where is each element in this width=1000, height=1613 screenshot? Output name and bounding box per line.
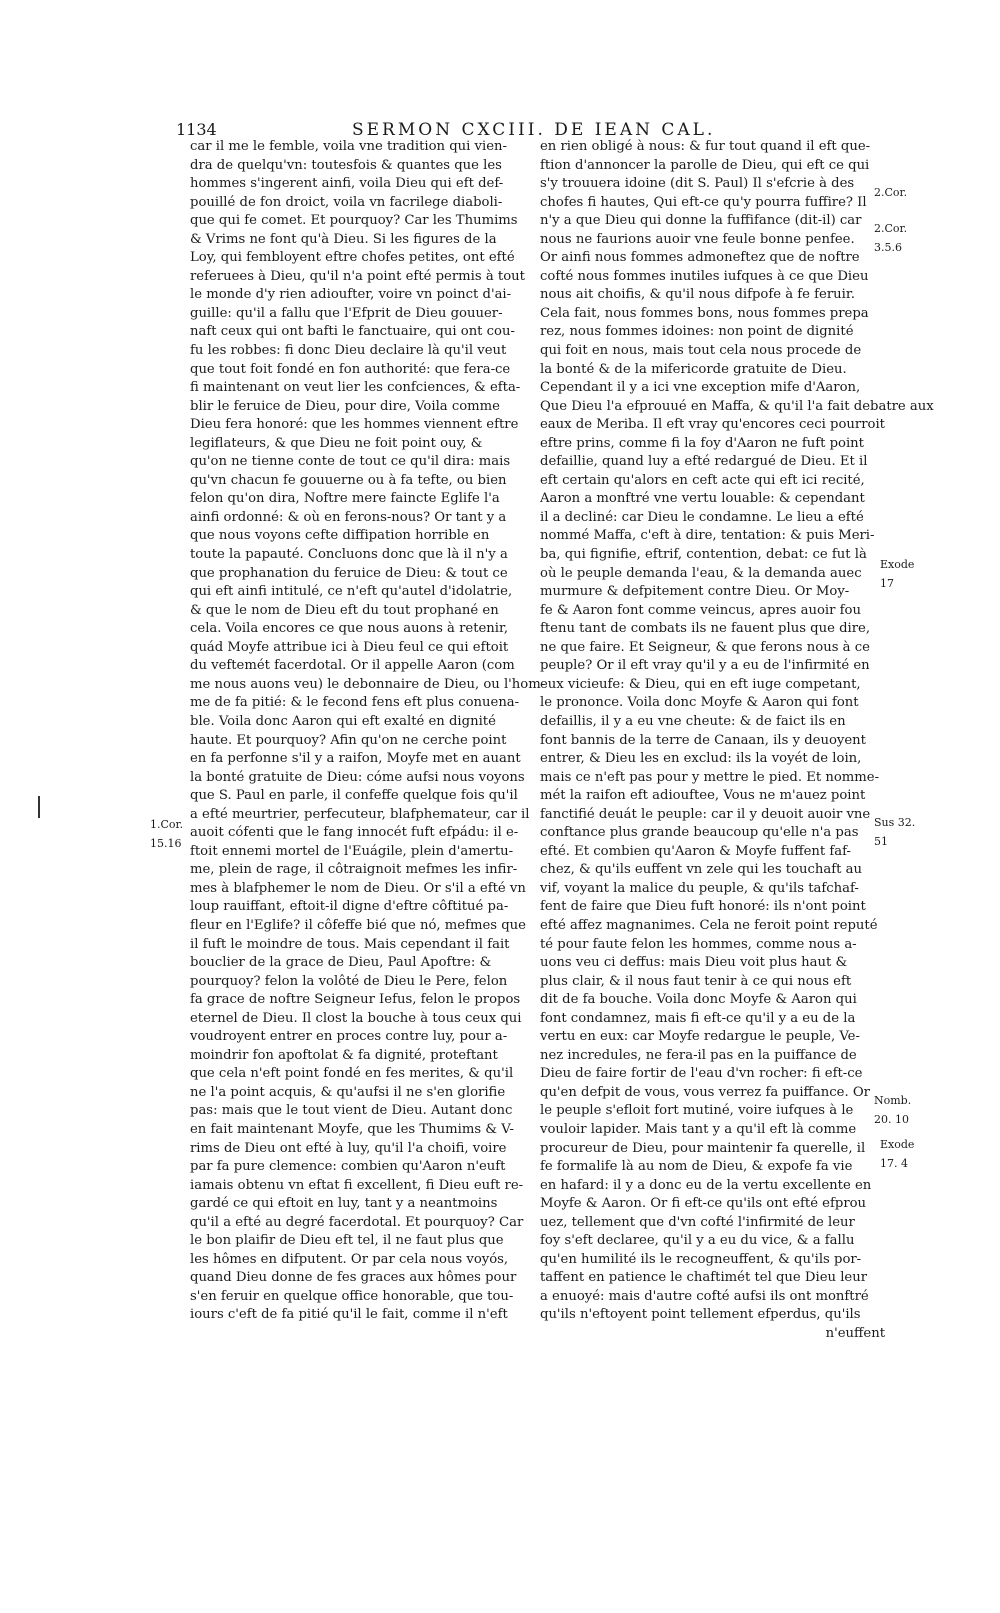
text-line: eftre prins, comme fi la foy d'Aaron ne fuft point [540,435,864,451]
text-line: felon qu'on dira, Noftre mere faincte Eglife l'a [190,491,500,507]
text-line: quád Moyfe attribue ici à Dieu feul ce qui eftoit [190,639,509,655]
text-line: ftion d'annoncer la parolle de Dieu, qui eft ce qui [540,157,870,173]
text-line: fent de faire que Dieu fuft honoré: ils n'ont point [540,899,866,915]
text-line: naft ceux qui ont bafti le fanctuaire, qui ont cou- [190,324,515,340]
text-line: chez, & qu'ils euffent vn zele qui les touchaft au [540,862,862,878]
text-line: vif, voyant la malice du peuple, & qu'ils tafchaf- [540,880,859,896]
text-line: & que le nom de Dieu eft du tout prophané en [190,602,499,618]
text-line: peuple? Or il eft vray qu'il y a eu de l'infirmité en [540,658,870,674]
text-line: pourquoy? felon la volôté de Dieu le Pere, felon [190,973,508,989]
text-line: en fa perfonne s'il y a raifon, Moyfe met en auant [190,751,521,767]
margin-note-sus-32: Sus 32. 51 [874,816,916,848]
text-line: me de fa pitié: & le fecond fens eft plus conuena- [190,695,520,711]
text-line: uez, tellement que d'vn cofté l'infirmité de leur [540,1214,855,1230]
text-line: haute. Et pourquoy? Afin qu'on ne cerche point [190,732,507,748]
text-line: me nous auons veu) le debonnaire de Dieu, ou l'hom- [190,676,546,692]
text-line: que qui fe comet. Et pourquoy? Car les Thumims [190,213,518,229]
text-line: il fuft le moindre de tous. Mais cependant il fait [190,936,510,952]
text-line: murmure & defpitement contre Dieu. Or Moy- [540,584,850,600]
text-line: vouloir lapider. Mais tant y a qu'il eft là comme [540,1121,857,1137]
margin-note-exode-1: Exode 17 [880,558,915,590]
text-line: nez incredules, ne fera-il pas en la puiffance de [540,1047,857,1063]
text-line: té pour faute felon les hommes, comme nous a- [540,936,857,952]
text-line: ble. Voila donc Aaron qui eft exalté en dignité [190,713,496,729]
text-line: eux vicieufe: & Dieu, qui en eft iuge competant, [540,676,861,692]
text-line: ainfi ordonné: & où en ferons-nous? Or tant y a [190,509,507,525]
text-line: toute la papauté. Concluons donc que là il n'y a [190,547,508,563]
text-line: qu'vn chacun fe gouuerne ou à fa tefte, ou bien [190,472,507,488]
text-line: nommé Maffa, c'eft à dire, tentation: & puis Meri- [540,528,875,544]
text-line: procureur de Dieu, pour maintenir fa querelle, il [540,1140,866,1156]
running-title: SERMON CXCIII. DE IEAN CAL. [352,120,716,140]
text-line: que prophanation du feruice de Dieu: & tout ce [190,565,508,581]
text-line: le peuple s'efloit fort mutiné, voire iufques à le [540,1103,854,1119]
text-line: bouclier de la grace de Dieu, Paul Apoftre: & [190,955,492,971]
text-line: par fa pure clemence: combien qu'Aaron n'euft [190,1159,506,1175]
text-line: ne l'a point acquis, & qu'aufsi il ne s'en glorifie [190,1084,506,1100]
text-line: qui eft ainfi intitulé, ce n'eft qu'autel d'idolatrie, [190,584,513,600]
text-line: iamais obtenu vn eftat fi excellent, fi Dieu euft re- [190,1177,524,1193]
text-line: defaillie, quand luy a efté redargué de Dieu. Et il [540,454,868,470]
left-text-column [190,138,546,1325]
text-line: entrer, & Dieu les en exclud: ils la voyét de loin, [540,751,862,767]
text-line: fe & Aaron font comme veincus, apres auoir fou [540,602,861,618]
text-line: eaux de Meriba. Il eft vray qu'encores ceci pourroit [540,417,885,433]
margin-note-exode-2: Exode 17. 4 [880,1138,915,1170]
text-line: fa grace de noftre Seigneur Iefus, felon le propos [190,992,521,1008]
text-line: vertu en eux: car Moyfe redargue le peuple, Ve- [540,1029,860,1045]
text-line: pouillé de fon droict, voila vn facrilege diaboli- [190,194,503,210]
text-line: qu'on ne tienne conte de tout ce qu'il dira: mais [190,454,511,470]
text-line: mes à blafphemer le nom de Dieu. Or s'il a efté vn [190,880,526,896]
text-line: font condamnez, mais fi eft-ce qu'il y a eu de la [540,1010,856,1026]
text-line: fe formalife là au nom de Dieu, & expofe fa vie [540,1159,853,1175]
text-line: s'en feruir en quelque office honorable, que tou- [190,1288,514,1304]
text-line: foy s'eft declaree, qu'il y a eu du vice, & a fallu [540,1233,855,1249]
text-line: blir le feruice de Dieu, pour dire, Voila comme [190,398,500,414]
text-line: qui foit en nous, mais tout cela nous procede de [540,343,862,359]
text-line: car il me le femble, voila vne tradition qui vien- [190,139,507,154]
text-line: Loy, qui fembloyent eftre chofes petites, ont efté [190,250,515,266]
text-line: le prononce. Voila donc Moyfe & Aaron qui font [540,695,859,711]
text-line: Cela fait, nous fommes bons, nous fommes prepa [540,305,869,321]
text-line: s'y trouuera idoine (dit S. Paul) Il s'efcrie à des [540,176,855,192]
text-line: mais ce n'eft pas pour y mettre le pied. Et nomme- [540,769,880,785]
text-line: nous ne faurions auoir vne feule bonne penfee. [540,231,855,247]
text-line: que nous voyons cefte diffipation horrible en [190,528,490,544]
text-line: du veftemét facerdotal. Or il appelle Aaron (com [190,658,515,674]
text-line: pas: mais que le tout vient de Dieu. Autant donc [190,1103,513,1119]
text-line: conftance plus grande beaucoup qu'elle n'a pas [540,825,859,841]
text-line: moindrir fon apoftolat & fa dignité, proteftant [190,1047,498,1063]
catchword: n'euffent [825,1326,885,1341]
margin-ink-mark [38,796,40,818]
text-line: cofté nous fommes inutiles iufques à ce que Dieu [540,268,869,284]
text-line: nous ait choifis, & qu'il nous difpofe à fe feruir. [540,287,855,303]
text-line: eft certain qu'alors en ceft acte qui eft ici recité, [540,472,865,488]
text-line: qu'en defpit de vous, vous verrez fa puiffance. Or [540,1084,870,1100]
text-line: le bon plaifir de Dieu eft tel, il ne faut plus que [190,1233,504,1249]
text-line: rez, nous fommes idoines: non point de dignité [540,324,854,340]
text-line: n'y a que Dieu qui donne la fuffifance (dit-il) car [540,213,862,229]
margin-note-right-cor-b: 2.Cor. 3.5.6 [874,222,908,254]
text-line: a efté meurtrier, perfecuteur, blafphemateur, car il [190,806,530,822]
text-line: rims de Dieu ont efté à luy, qu'il l'a choifi, voire [190,1140,507,1156]
text-line: fi maintenant on veut lier les confciences, & efta- [190,380,521,396]
text-line: eternel de Dieu. Il clost la bouche à tous ceux qui [190,1010,522,1026]
text-line: legiflateurs, & que Dieu ne foit point ouy, & [190,435,483,451]
text-line: quand Dieu donne de fes graces aux hômes pour [190,1270,517,1286]
margin-note-left-cor: 1.Cor. 15.16 [150,818,184,850]
margin-note-right-cor-a: 2.Cor. [874,186,908,199]
text-line: plus clair, & il nous faut tenir à ce qui nous eft [540,973,852,989]
text-line: la bonté gratuite de Dieu: cóme aufsi nous voyons [190,769,525,785]
text-line: hommes s'ingerent ainfi, voila Dieu qui eft def- [190,176,504,192]
text-line: en rien obligé à nous: & fur tout quand il eft que- [540,139,871,154]
text-line: cela. Voila encores ce que nous auons à retenir, [190,621,509,637]
text-line: font bannis de la terre de Canaan, ils y deuoyent [540,732,866,748]
text-line: fu les robbes: fi donc Dieu declaire là qu'il veut [190,343,507,359]
text-line: que S. Paul en parle, il confeffe quelque fois qu'il [190,788,518,804]
text-line: me, plein de rage, il côtraignoit mefmes les infir- [190,862,518,878]
text-line: qu'ils n'eftoyent point tellement efperdus, qu'ils [540,1307,861,1323]
text-line: en hafard: il y a donc eu de la vertu excellente en [540,1177,872,1193]
text-line: efté affez magnanimes. Cela ne feroit point reputé [540,917,878,933]
text-line: taffent en patience le chaftimét tel que Dieu leur [540,1270,868,1286]
text-line: en fait maintenant Moyfe, que les Thumims & V- [190,1121,515,1137]
text-line: auoit cófenti que le fang innocét fuft efpádu: il e- [190,825,519,841]
text-line: dra de quelqu'vn: toutesfois & quantes que les [190,157,502,173]
text-line: les hômes en difputent. Or par cela nous voyós, [190,1251,509,1267]
text-line: Dieu de faire fortir de l'eau d'vn rocher: fi eft-ce [540,1066,863,1082]
text-line: uons veu ci deffus: mais Dieu voit plus haut & [540,955,848,971]
text-line: efté. Et combien qu'Aaron & Moyfe fuffent faf- [540,843,851,859]
text-line: iours c'eft de fa pitié qu'il le fait, comme il n'eft [190,1307,508,1323]
text-line: & Vrims ne font qu'à Dieu. Si les figures de la [190,231,497,247]
text-line: Aaron a monftré vne vertu louable: & cependant [540,491,865,507]
text-line: loup rauiffant, eftoit-il digne d'eftre côftitué pa- [190,899,509,915]
text-line: ftoit ennemi mortel de l'Euágile, plein d'amertu- [190,843,514,859]
text-line: referuees à Dieu, qu'il n'a point efté permis à tout [190,268,525,284]
text-line: Moyfe & Aaron. Or fi eft-ce qu'ils ont efté efprou [540,1196,867,1212]
text-line: la bonté & de la mifericorde gratuite de Dieu. [540,361,847,377]
text-line: où le peuple demanda l'eau, & la demanda auec [540,565,862,581]
page-number: 1134 [176,120,217,139]
text-line: chofes fi hautes, Qui eft-ce qu'y pourra fuffire? Il [540,194,867,210]
text-line: que tout foit fondé en fon authorité: que fera-ce [190,361,511,377]
text-line: guille: qu'il a fallu que l'Efprit de Dieu gouuer- [190,305,503,321]
text-line: qu'en humilité ils le recogneuffent, & qu'ils por- [540,1251,862,1267]
text-line: fanctifié deuát le peuple: car il y deuoit auoir vne [540,806,871,822]
text-line: voudroyent entrer en proces contre luy, pour a- [190,1029,508,1045]
text-line: Cependant il y a ici vne exception mife d'Aaron, [540,380,861,396]
text-line: Dieu fera honoré: que les hommes viennent eftre [190,417,519,433]
text-line: dit de fa bouche. Voila donc Moyfe & Aaron qui [540,992,857,1008]
text-line: ftenu tant de combats ils ne fauent plus que dire, [540,621,871,637]
text-line: ne que faire. Et Seigneur, & que ferons nous à ce [540,639,870,655]
text-line: le monde d'y rien adioufter, voire vn poinct d'ai- [190,287,512,303]
text-line: que cela n'eft point fondé en fes merites, & qu'il [190,1066,514,1082]
text-line: defaillis, il y a eu vne cheute: & de faict ils en [540,713,846,729]
margin-note-nombres: Nomb. 20. 10 [874,1094,912,1126]
text-line: il a decliné: car Dieu le condamne. Le lieu a efté [540,509,864,525]
text-line: Or ainfi nous fommes admoneftez que de noftre [540,250,860,266]
text-line: qu'il a efté au degré facerdotal. Et pourquoy? Car [190,1214,524,1230]
text-line: ba, qui fignifie, eftrif, contention, debat: ce fut là [540,547,867,563]
text-line: Que Dieu l'a efprouué en Maffa, & qu'il l'a fait debatre aux [540,398,934,414]
text-line: mét la raifon eft adiouftee, Vous ne m'auez point [540,788,866,804]
text-line: a enuoyé: mais d'autre cofté aufsi ils ont monftré [540,1288,869,1304]
text-line: fleur en l'Eglife? il côfeffe bié que nó, mefmes que [190,917,526,933]
text-line: gardé ce qui eftoit en luy, tant y a neantmoins [190,1196,498,1212]
